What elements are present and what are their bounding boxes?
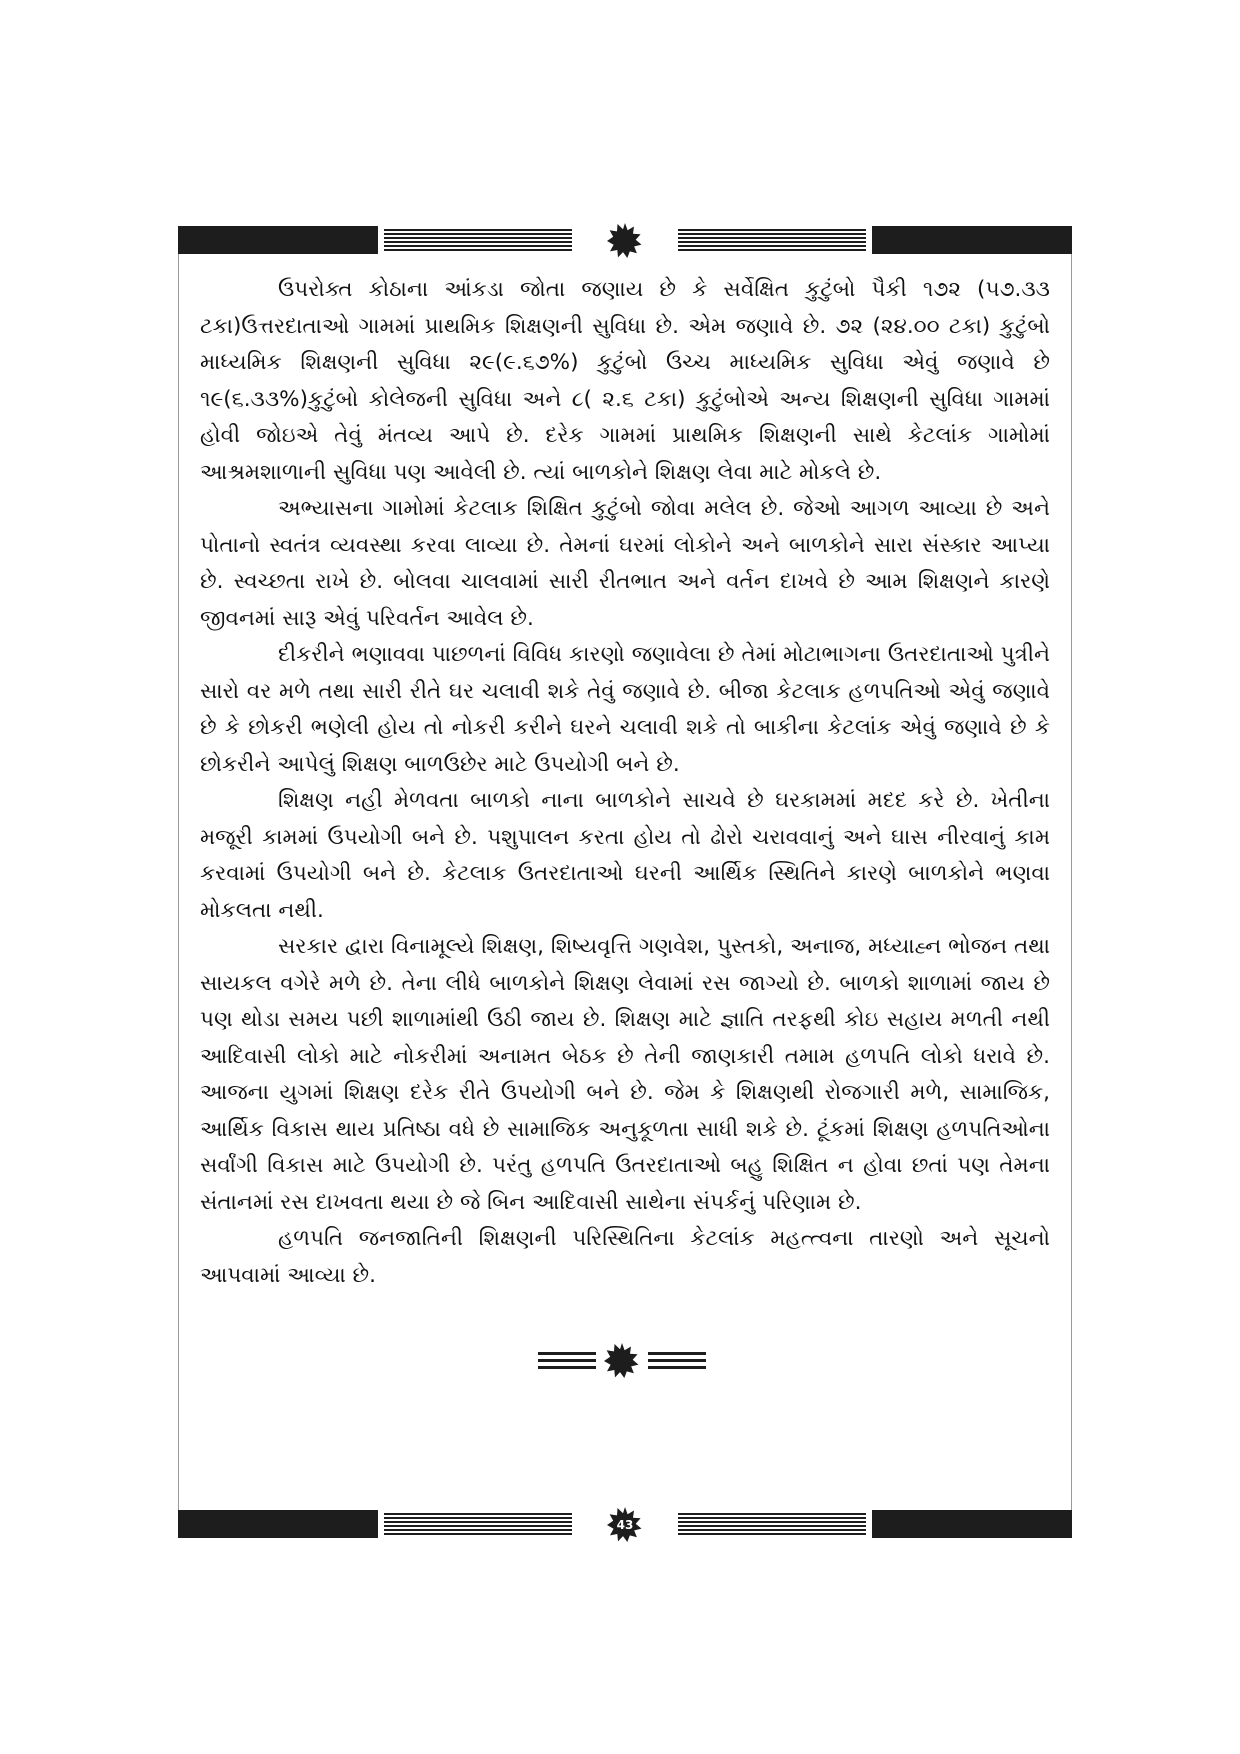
footer-band-right-stripes	[678, 1513, 866, 1535]
footer-band-right-block	[872, 1510, 1072, 1538]
divider-ornament-icon	[538, 1340, 706, 1380]
footer-band-left-block	[178, 1510, 378, 1538]
paragraph: ઉપરોક્ત કોઠાના આંકડા જોતા જણાય છે કે સર્વેક્ષિત કુટુંબો પૈકી ૧૭૨ (૫૭.૩૩ ટકા)ઉત્તરદાતાઓ ગામમાં પ્રાથમિક શિક્ષણની સુવિધા છે. એમ જણાવે છે. ૭૨ (૨૪.૦૦ ટકા) કુટુંબો માધ્યમિક શિક્ષણની સુવિધા ૨૯(૯.૬૭%) કુટુંબો ઉચ્ચ માધ્યમિક સુવિધા એવું જણાવે છે ૧૯(૬.૩૩%)કુટુંબો કોલેજની સુવિધા અને ૮( ૨.૬ ટકા) કુટુંબોએ અન્ય શિક્ષણની સુવિધા ગામમાં હોવી જોઇએ તેવું મંતવ્ય આપે છે. દરેક ગામમાં પ્રાથમિક શિક્ષણની સાથે કેટલાંક ગામોમાં આશ્રમશાળાની સુવિધા પણ આવેલી છે. ત્યાં બાળકોને શિક્ષણ લેવા માટે મોકલે છે.	[200, 277, 1050, 485]
header-band-left-block	[178, 226, 378, 254]
paragraph: શિક્ષણ નહી મેળવતા બાળકો નાના બાળકોને સાચવે છે ઘરકામમાં મદદ કરે છે. ખેતીના મજૂરી કામમાં ઉપયોગી બને છે. પશુપાલન કરતા હોય તો ઢોરો ચરાવવાનું અને ઘાસ નીરવાનું કામ કરવામાં ઉપયોગી બને છે. કેટલાક ઉતરદાતાઓ ઘરની આર્થિક સ્થિતિને કારણે બાળકોને ભણવા મોકલતા નથી.	[200, 788, 1050, 923]
footer-band-left-stripes	[384, 1513, 572, 1535]
paragraph: અભ્યાસના ગામોમાં કેટલાક શિક્ષિત કુટુંબો જોવા મલેલ છે. જેઓ આગળ આવ્યા છે અને પોતાનો સ્વતંત્ર વ્યવસ્થા કરવા લાવ્યા છે. તેમનાં ઘરમાં લોકોને અને બાળકોને સારા સંસ્કાર આપ્યા છે. સ્વચ્છતા રાખે છે. બોલવા ચાલવામાં સારી રીતભાત અને વર્તન દાખવે છે આમ શિક્ષણને કારણે જીવનમાં સારૂ એવું પરિવર્તન આવેલ છે.	[200, 496, 1050, 631]
page-number: 43	[616, 1518, 634, 1532]
paragraph: હળપતિ જનજાતિની શિક્ષણની પરિસ્થિતિના કેટલાંક મહત્ત્વના તારણો અને સૂચનો આપવામાં આવ્યા છે.	[200, 1226, 1050, 1288]
footer-band	[178, 1510, 1072, 1538]
header-band-right-stripes	[678, 229, 866, 251]
header-band-right-block	[872, 226, 1072, 254]
header-band	[178, 226, 1072, 254]
sunburst-icon	[607, 222, 643, 258]
paragraph: સરકાર દ્વારા વિનામૂલ્યે શિક્ષણ, શિષ્યવૃત્તિ ગણવેશ, પુસ્તકો, અનાજ, મધ્યાહ્ન ભોજન તથા સાયકલ વગેરે મળે છે. તેના લીધે બાળકોને શિક્ષણ લેવામાં રસ જાગ્યો છે. બાળકો શાળામાં જાય છે પણ થોડા સમય પછી શાળામાંથી ઉઠી જાય છે. શિક્ષણ માટે જ્ઞાતિ તરફથી કોઇ સહાય મળતી નથી આદિવાસી લોકો માટે નોકરીમાં અનામત બેઠક છે તેની જાણકારી તમામ હળપતિ લોકો ધરાવે છે. આજના યુગમાં શિક્ષણ દરેક રીતે ઉપયોગી બને છે. જેમ કે શિક્ષણથી રોજગારી મળે, સામાજિક, આર્થિક વિકાસ થાય પ્રતિષ્ઠા વધે છે સામાજિક અનુકૂળતા સાધી શકે છે. ટૂંકમાં શિક્ષણ હળપતિઓના સર્વાંગી વિકાસ માટે ઉપયોગી છે. પરંતુ હળપતિ ઉતરદાતાઓ બહુ શિક્ષિત ન હોવા છતાં પણ તેમના સંતાનમાં રસ દાખવતા થયા છે જે બિન આદિવાસી સાથેના સંપર્કનું પરિણામ છે.	[200, 934, 1050, 1215]
paragraph: દીકરીને ભણાવવા પાછળનાં વિવિધ કારણો જણાવેલા છે તેમાં મોટાભાગના ઉતરદાતાઓ પુત્રીને સારો વર મળે તથા સારી રીતે ઘર ચલાવી શકે તેવું જણાવે છે. બીજા કેટલાક હળપતિઓ એવું જણાવે છે કે છોકરી ભણેલી હોય તો નોકરી કરીને ઘરને ચલાવી શકે તો બાકીના કેટલાંક એવું જણાવે છે કે છોકરીને આપેલું શિક્ષણ બાળઉછેર માટે ઉપયોગી બને છે.	[200, 642, 1050, 777]
header-band-left-stripes	[384, 229, 572, 251]
document-body	[200, 272, 1050, 1294]
